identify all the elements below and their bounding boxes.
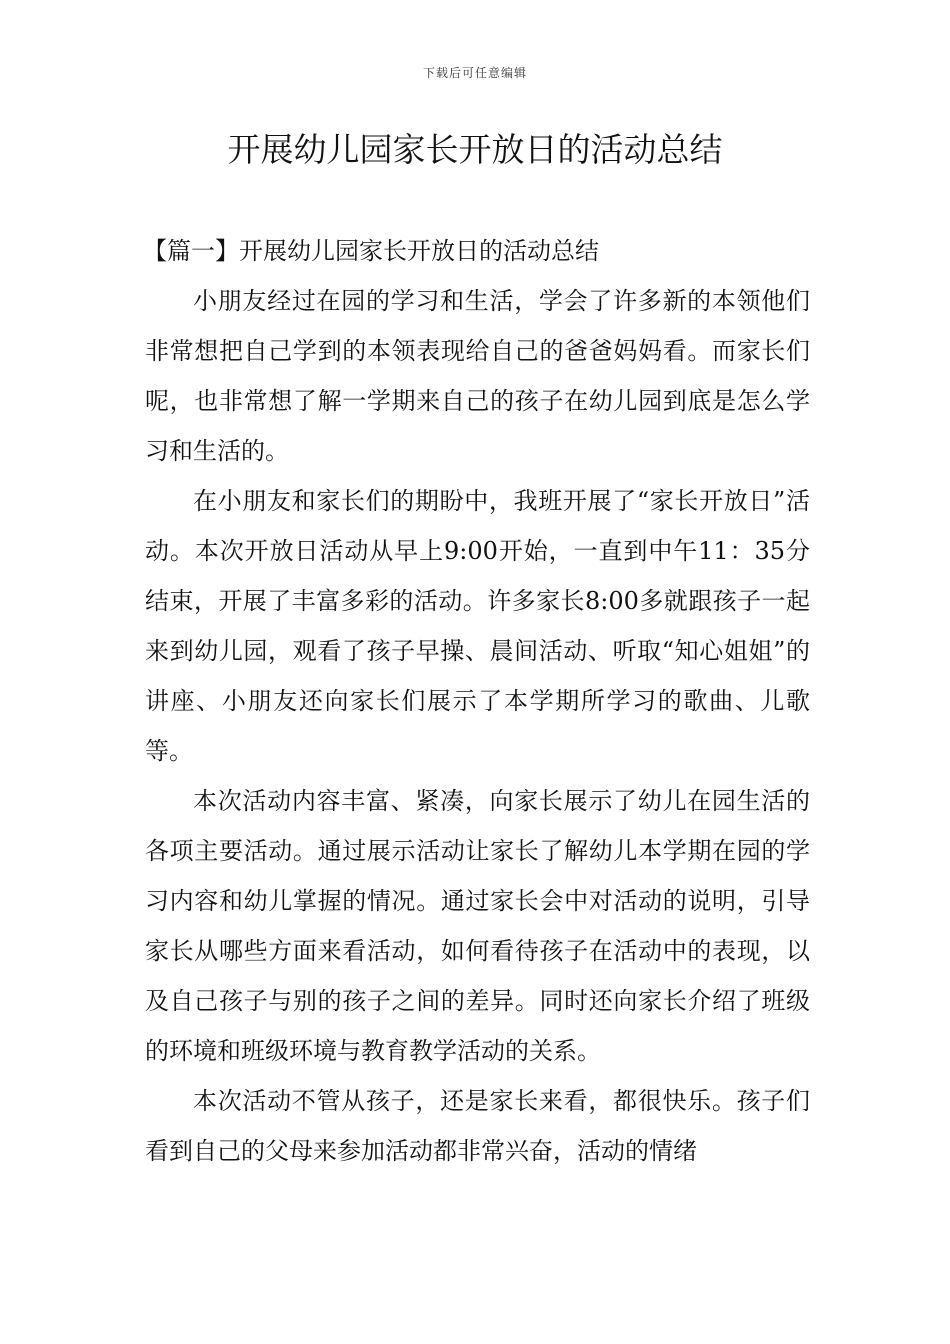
section-heading: 【篇一】开展幼儿园家长开放日的活动总结 <box>143 237 599 265</box>
paragraph-2: 在小朋友和家长们的期盼中，我班开展了“家长开放日”活动。本次开放日活动从早上9:00开始，一直到中午11：35分结束，开展了丰富多彩的活动。许多家长8:00多就跟孩子一起来到幼儿园，观看了孩子早操、晨间活动、听取“知心姐姐”的讲座、小朋友还向家长们展示了本学期所学习的歌曲、儿歌等。 <box>145 487 810 765</box>
header-note: 下载后可任意编辑 <box>422 66 527 80</box>
document-title: 开展幼儿园家长开放日的活动总结 <box>227 130 723 169</box>
paragraph-1: 小朋友经过在园的学习和生活，学会了许多新的本领他们非常想把自己学到的本领表现给自己的爸爸妈妈看。而家长们呢，也非常想了解一学期来自己的孩子在幼儿园到底是怎么学习和生活的。 <box>145 287 810 465</box>
paragraph-4: 本次活动不管从孩子，还是家长来看，都很快乐。孩子们看到自己的父母来参加活动都非常兴奋，活动的情绪 <box>145 1087 810 1165</box>
document-body <box>145 226 810 1176</box>
paragraph-3: 本次活动内容丰富、紧凑，向家长展示了幼儿在园生活的各项主要活动。通过展示活动让家长了解幼儿本学期在园的学习内容和幼儿掌握的情况。通过家长会中对活动的说明，引导家长从哪些方面来看活动，如何看待孩子在活动中的表现，以及自己孩子与别的孩子之间的差异。同时还向家长介绍了班级的环境和班级环境与教育教学活动的关系。 <box>145 787 810 1065</box>
